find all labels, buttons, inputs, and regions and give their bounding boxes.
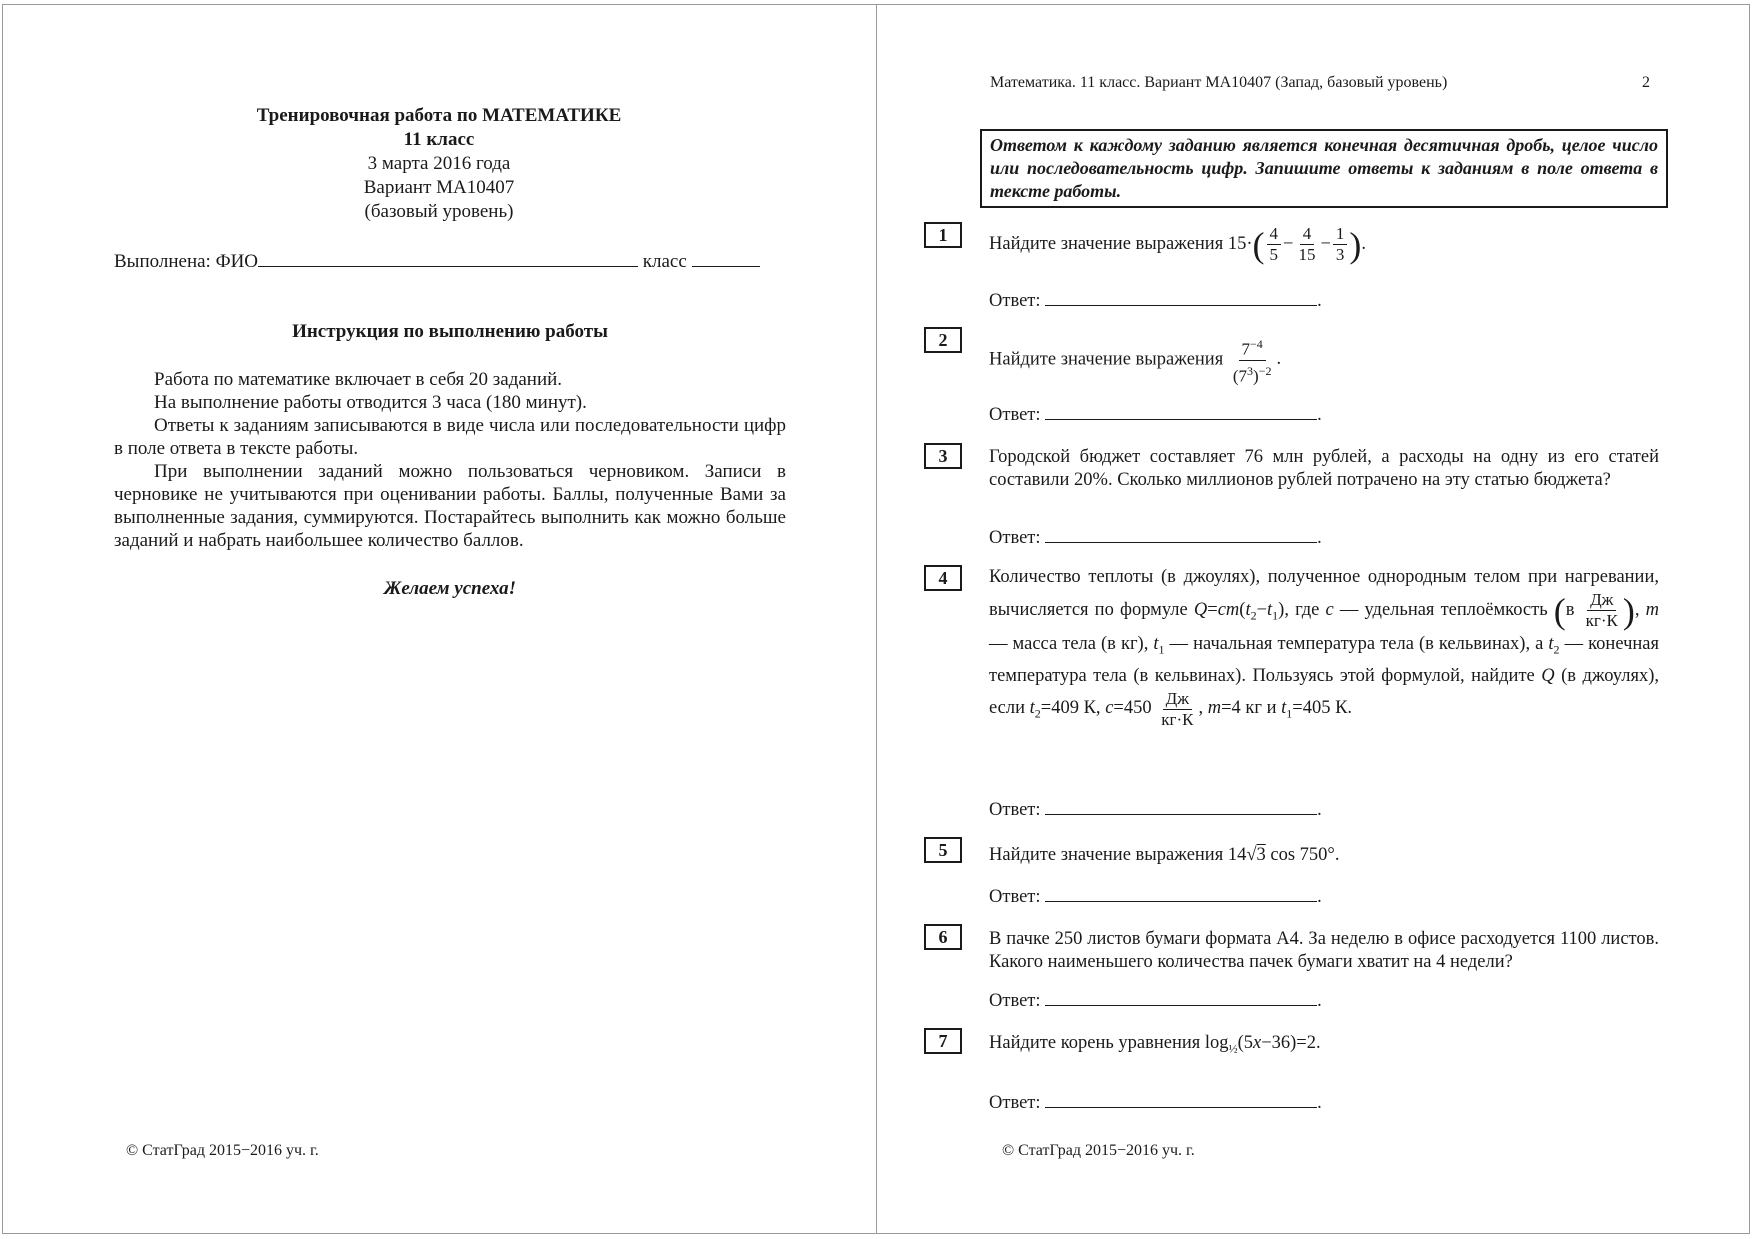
task-number: 4 <box>924 565 962 591</box>
variant: Вариант МА10407 <box>363 177 515 198</box>
class-field[interactable] <box>692 248 760 267</box>
wish-text: Желаем успеха! <box>383 578 517 599</box>
grade: 11 класс <box>403 129 475 150</box>
answer-label: Ответ: <box>989 405 1041 425</box>
page-number: 2 <box>1642 74 1650 91</box>
answer-row: Ответ: . <box>989 991 1322 1011</box>
task-4-text <box>989 564 1659 730</box>
left-page <box>2 4 876 1234</box>
answer-label: Ответ: <box>989 991 1041 1011</box>
task-number: 7 <box>924 1028 962 1054</box>
instruction-paragraph: Работа по математике включает в себя 20 заданий. <box>154 369 563 390</box>
answer-label: Ответ: <box>989 800 1041 820</box>
task-number: 1 <box>924 222 962 248</box>
answer-field[interactable] <box>1045 799 1317 815</box>
task-text: Найдите значение выражения <box>989 233 1224 254</box>
instruction-text <box>114 368 786 552</box>
instructions-note: Ответом к каждому заданию является конечная десятичная дробь, целое число или последовательность цифр. Запишите ответы к заданиям в поле ответа в тексте работы. <box>980 129 1668 208</box>
task-number: 3 <box>924 443 962 469</box>
instruction-paragraph: Ответы к заданиям записываются в виде числа или последовательности цифр в поле ответа в тексте работы. <box>114 415 786 459</box>
answer-row: Ответ: . <box>989 528 1322 548</box>
task-number: 6 <box>924 924 962 950</box>
answer-field[interactable] <box>1045 404 1317 420</box>
task-7-formula: $\log_{\frac{1}{2}}(5x-36)=2$. <box>1204 1033 1321 1056</box>
header-text: Математика. 11 класс. Вариант МА10407 (Запад, базовый уровень) <box>990 74 1448 91</box>
instruction-paragraph: При выполнении заданий можно пользоваться черновиком. Записи в черновике не учитываются при оценивании работы. Баллы, полученные Вами за выполненные задания, суммируются. Постарайтесь выполнить как можно больше заданий и набрать наибольшее количество баллов. <box>114 461 786 551</box>
answer-label: Ответ: <box>989 1093 1041 1113</box>
copyright: © СтатГрад 2015−2016 уч. г. <box>126 1142 319 1159</box>
answer-field[interactable] <box>1045 886 1317 902</box>
task-5-formula: 14√3 cos 750°. <box>1227 845 1340 865</box>
answer-field[interactable] <box>1045 1092 1317 1108</box>
task-text: Найдите значение выражения <box>989 349 1224 370</box>
task-7-text <box>989 1032 1659 1061</box>
task-2-text <box>989 334 1659 386</box>
answer-row: Ответ: . <box>989 887 1322 907</box>
answer-field[interactable] <box>1045 290 1317 306</box>
task-text: Найдите значение выражения <box>989 845 1224 865</box>
page-header <box>990 74 1650 92</box>
answer-row: Ответ: . <box>989 291 1322 311</box>
task-number: 5 <box>924 837 962 863</box>
answer-label: Ответ: <box>989 291 1041 311</box>
task-4-formula: $Q=cm(t_2-t_1)$, где c — удельная теплоёмкость (в $\frac{Дж}{кг\cdot К}$ ), m — масса тела (в кг), $t_1$ — начальная температура тела (в кельвинах), а $t_2$ — конечная температура тела (в кельвинах). Пользуясь этой формулой, найдите Q (в джоулях), если $t_2=409$ К, c=450 $\frac{Дж}{кг\cdot К}$ , m=4 кг и $t_1=405$ К. <box>989 590 1660 729</box>
answer-row: Ответ: . <box>989 405 1322 425</box>
task-5-text <box>989 844 1659 867</box>
answer-row: Ответ: . <box>989 1093 1322 1113</box>
signed-line <box>114 248 784 274</box>
answer-field[interactable] <box>1045 527 1317 543</box>
instruction-paragraph: На выполнение работы отводится 3 часа (180 минут). <box>154 392 587 413</box>
title-block <box>2 104 876 224</box>
task-2-formula: $\frac{7^{-4}}{(7^3)^{-2}}$ . <box>1228 349 1281 369</box>
signed-label: Выполнена: ФИО <box>114 251 259 272</box>
title: Тренировочная работа по МАТЕМАТИКЕ <box>256 105 622 126</box>
task-number: 2 <box>924 327 962 353</box>
task-1-text <box>989 224 1659 265</box>
date: 3 марта 2016 года <box>367 153 511 174</box>
task-text: Количество теплоты (в джоулях), полученное однородным телом при нагревании, вычисляется по формуле <box>989 567 1659 620</box>
level: (базовый уровень) <box>364 201 514 222</box>
right-page <box>877 4 1750 1234</box>
instruction-title: Инструкция по выполнению работы <box>292 321 608 342</box>
answer-field[interactable] <box>1045 990 1317 1006</box>
task-6-text: В пачке 250 листов бумаги формата А4. За неделю в офисе расходуется 1100 листов. Какого наименьшего количества пачек бумаги хватит на 4 недели? <box>989 929 1659 972</box>
answer-label: Ответ: <box>989 528 1041 548</box>
copyright: © СтатГрад 2015−2016 уч. г. <box>1002 1142 1195 1159</box>
task-1-formula: 15·( $\frac{4}{5}$ − $\frac{4}{15}$ − $\frac{1}{3}$ ). <box>1227 224 1367 265</box>
task-text: Найдите корень уравнения <box>989 1033 1201 1053</box>
answer-label: Ответ: <box>989 887 1041 907</box>
answer-row: Ответ: . <box>989 800 1322 820</box>
task-3-text: Городской бюджет составляет 76 млн рублей, а расходы на одну из его статей составили 20%. Сколько миллионов рублей потрачено на эту статью бюджета? <box>989 447 1659 490</box>
class-label: класс <box>642 251 687 272</box>
fio-field[interactable] <box>258 248 638 267</box>
